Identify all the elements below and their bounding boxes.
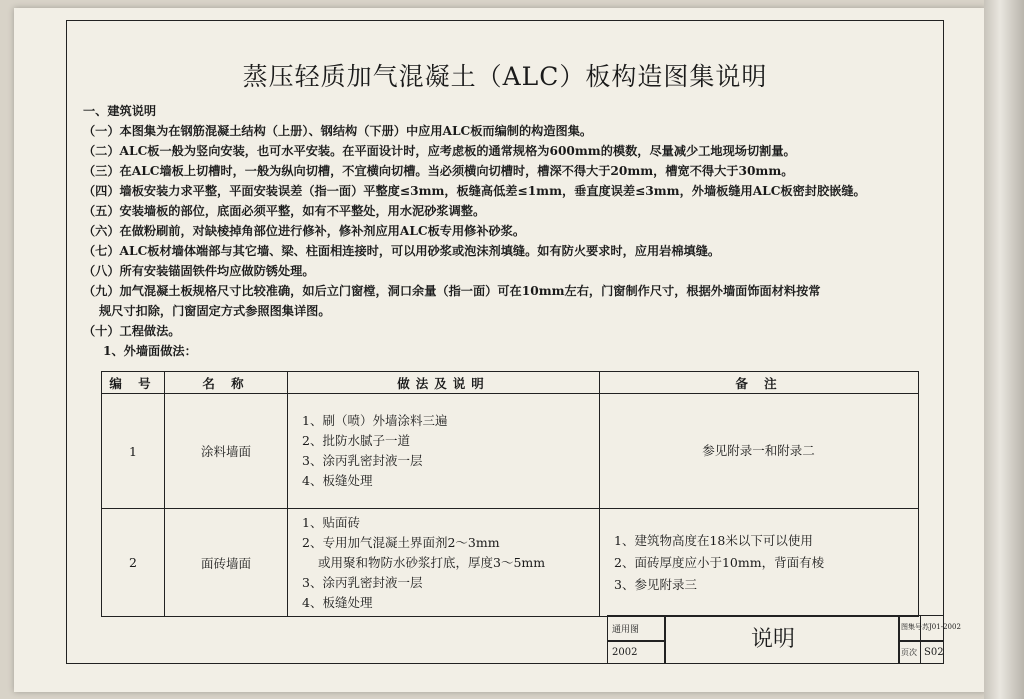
method-step: 3、涂丙乳密封液一层	[302, 574, 423, 590]
row-no: 2	[102, 509, 165, 617]
architectural-notes	[83, 101, 933, 361]
header-note: 备 注	[600, 372, 919, 394]
note-item-6: （六）在做粉刷前，对缺棱掉角部位进行修补，修补剂应用ALC板专用修补砂浆。	[83, 224, 526, 238]
note-item-5: （五）安装墙板的部位，底面必须平整，如有不平整处，用水泥砂浆调整。	[83, 204, 486, 218]
title-block	[607, 615, 961, 664]
note-item-1: （一）本图集为在钢筋混凝土结构（上册）、钢结构（下册）中应用ALC板而编制的构造图集。	[83, 124, 593, 138]
tb-atlas-no: 苏J01-2002	[922, 623, 961, 631]
note-item-10: （十）工程做法。	[83, 324, 181, 338]
tb-page-label: 页次	[901, 648, 917, 657]
method-step: 或用聚和物防水砂浆打底，厚度3～5mm	[318, 554, 546, 570]
table-row	[102, 394, 919, 509]
tb-year: 2002	[612, 647, 638, 658]
row-method	[288, 509, 600, 617]
header-method: 做法及说明	[288, 372, 600, 394]
method-step: 4、板缝处理	[302, 594, 373, 610]
drawing-frame	[66, 20, 961, 664]
note-item-2: （二）ALC板一般为竖向安装，也可水平安装。在平面设计时，应考虑板的通常规格为600mm的模数，尽量减少工地现场切割量。	[83, 144, 796, 158]
table-header-row	[102, 372, 919, 394]
note-item-3: （三）在ALC墙板上切槽时，一般为纵向切槽，不宜横向切槽。当必须横向切槽时，槽深不得大于20mm，槽宽不得大于30mm。	[83, 164, 794, 178]
note-item-9: （九）加气混凝土板规格尺寸比较准确，如后立门窗樘，洞口余量（指一面）可在10mm左右，门窗制作尺寸，根据外墙面饰面材料按常	[83, 284, 821, 298]
method-step: 3、涂丙乳密封液一层	[302, 453, 423, 468]
row-name: 涂料墙面	[165, 394, 288, 509]
tb-year-label: 通用图	[612, 625, 640, 635]
exterior-wall-spec-table	[101, 371, 919, 617]
note-item-4: （四）墙板安装力求平整，平面安装误差（指一面）平整度≤3mm，板缝高低差≤1mm，垂直度误差≤3mm，外墙板缝用ALC板密封胶嵌缝。	[83, 184, 866, 198]
row-note	[600, 394, 919, 509]
note-item-9-continued: 规尺寸扣除，门窗固定方式参照图集详图。	[99, 304, 331, 318]
subheading-exterior-wall: 1、外墙面做法：	[103, 344, 197, 358]
tb-page-no: S02	[924, 647, 944, 658]
row-no: 1	[102, 394, 165, 509]
page-title: 蒸压轻质加气混凝土（ALC）板构造图集说明	[242, 62, 768, 91]
note-item-8: （八）所有安装锚固铁件均应做防锈处理。	[83, 264, 315, 278]
tb-atlas-label: 图集号	[901, 623, 922, 631]
note-line: 2、面砖厚度应小于10mm，背面有棱	[614, 554, 825, 570]
row-note	[600, 509, 919, 617]
note-line: 3、参见附录三	[614, 576, 697, 592]
note-line: 1、建筑物高度在18米以下可以使用	[614, 532, 813, 548]
row-name: 面砖墙面	[165, 509, 288, 617]
method-step: 2、专用加气混凝土界面剂2～3mm	[302, 534, 500, 550]
note-item-7: （七）ALC板材墙体端部与其它墙、梁、柱面相连接时，可以用砂浆或泡沫剂填缝。如有防火要求时，应用岩棉填缝。	[83, 244, 721, 258]
note-line: 参见附录一和附录二	[702, 443, 815, 458]
section-heading: 一、建筑说明	[83, 104, 157, 118]
book-spine	[984, 0, 1024, 699]
header-no: 编 号	[102, 372, 165, 394]
method-step: 1、刷（喷）外墙涂料三遍	[302, 413, 448, 428]
method-step: 4、板缝处理	[302, 473, 373, 488]
row-method	[288, 394, 600, 509]
tb-title: 说明	[750, 627, 795, 652]
header-name: 名 称	[165, 372, 288, 394]
method-step: 2、批防水腻子一道	[302, 433, 410, 448]
method-step: 1、贴面砖	[302, 514, 360, 530]
table-row	[102, 509, 919, 617]
